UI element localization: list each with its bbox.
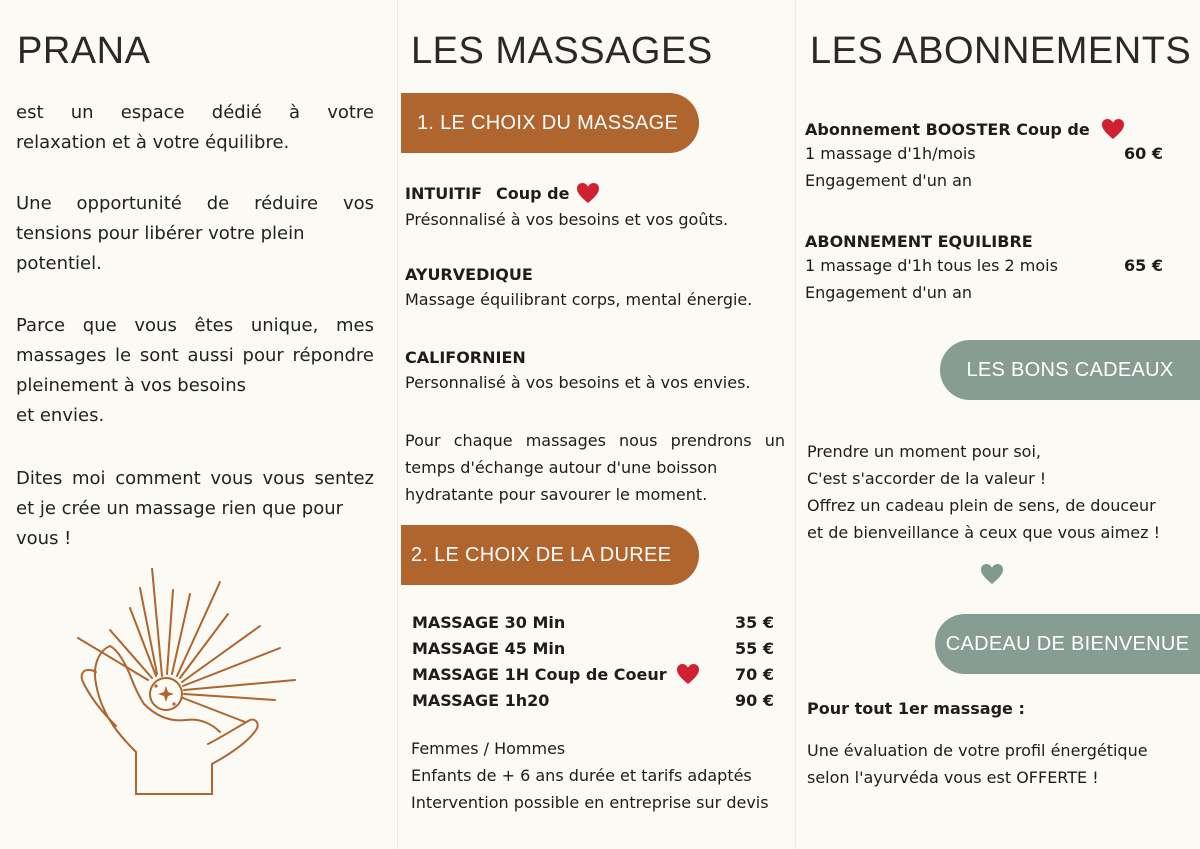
massage-title: AYURVEDIQUE — [405, 265, 533, 284]
intro-paragraph-4 — [16, 464, 374, 554]
duration-row — [412, 609, 774, 635]
duration-row — [412, 661, 774, 687]
footer-line: Enfants de + 6 ans durée et tarifs adaptés — [411, 766, 752, 785]
massage-item-intuitif — [405, 182, 785, 229]
subscription-title: ABONNEMENT EQUILIBRE — [805, 231, 1033, 251]
subscription-price: 60 € — [1124, 144, 1163, 163]
heart-icon — [1100, 118, 1126, 140]
footer-line: Intervention possible en entreprise sur devis — [411, 793, 769, 812]
subscription-detail: 1 massage d'1h tous les 2 mois — [805, 256, 1058, 275]
duration-price: 35 € — [735, 612, 774, 632]
fold-line-right — [795, 0, 796, 849]
gift-line: Offrez un cadeau plein de sens, de douceur — [807, 496, 1156, 515]
intro-paragraph-3-body: Parce que vous êtes unique, mes massages le sont aussi pour répondre pleinement à vos besoins — [16, 315, 374, 396]
heart-icon — [979, 563, 1005, 585]
intro-paragraph-1 — [16, 98, 374, 158]
duration-label-wrap — [412, 663, 701, 685]
subscription-engagement: Engagement d'un an — [805, 283, 973, 302]
heart-icon — [575, 182, 601, 204]
massage-item-californien — [405, 348, 785, 392]
intro-paragraph-2 — [16, 189, 374, 279]
subscription-detail-row — [805, 252, 1163, 279]
duration-label: MASSAGE 1H Coup de Coeur — [412, 664, 667, 684]
section-welcome-gift — [935, 614, 1200, 674]
welcome-offer-line: Une évaluation de votre profil énergétique — [807, 741, 1148, 760]
hand-sun-icon — [70, 568, 310, 804]
subscription-detail: 1 massage d'1h/mois — [805, 144, 976, 163]
massage-title: CALIFORNIEN — [405, 348, 526, 367]
middle-heading: LES MASSAGES — [411, 30, 713, 72]
gift-line: Prendre un moment pour soi, — [807, 442, 1041, 461]
duration-price: 55 € — [735, 638, 774, 658]
fold-line-left — [397, 0, 398, 849]
section-choice-massage — [401, 93, 699, 153]
massage-note-last: hydratante pour savourer le moment. — [405, 485, 708, 504]
gift-line: et de bienveillance à ceux que vous aimez ! — [807, 523, 1161, 542]
welcome-offer-title: Pour tout 1er massage : — [807, 698, 1025, 718]
section-choice-duration — [401, 525, 699, 585]
duration-price-list — [412, 609, 774, 713]
intro-paragraph-3-last: et envies. — [16, 405, 105, 426]
section-welcome-gift-label: CADEAU DE BIENVENUE — [945, 632, 1190, 655]
duration-row — [412, 635, 774, 661]
gift-text — [807, 438, 1192, 546]
section-choice-massage-label: 1. LE CHOIX DU MASSAGE — [417, 111, 679, 134]
middle-footer — [411, 735, 791, 816]
intro-paragraph-4-body: Dites moi comment vous vous sentez et je crée un massage rien que pour — [16, 468, 374, 519]
massage-note — [405, 427, 785, 508]
right-heading: LES ABONNEMENTS — [810, 30, 1192, 72]
subscription-title-text: Abonnement BOOSTER Coup de — [805, 119, 1090, 139]
subscription-price: 65 € — [1124, 256, 1163, 275]
subscription-booster — [805, 118, 1163, 194]
intro-paragraph-2-body: Une opportunité de réduire vos tensions pour libérer votre plein — [16, 193, 374, 244]
section-choice-duration-label: 2. LE CHOIX DE LA DUREE — [411, 543, 672, 566]
welcome-offer — [807, 697, 1192, 791]
footer-line: Femmes / Hommes — [411, 739, 566, 758]
intro-paragraph-1-last: relaxation et à votre équilibre. — [16, 132, 290, 153]
massage-title-text: INTUITIF — [405, 183, 482, 203]
intro-paragraph-1-body: est un espace dédié à votre — [16, 102, 374, 123]
left-heading: PRANA — [17, 30, 151, 72]
spacer — [807, 719, 1192, 737]
duration-label: MASSAGE 1h20 — [412, 690, 550, 710]
massage-desc: Massage équilibrant corps, mental énergie. — [405, 290, 753, 309]
massage-title-suffix: Coup de — [496, 183, 570, 203]
welcome-offer-line: selon l'ayurvéda vous est OFFERTE ! — [807, 768, 1099, 787]
massage-item-ayurvedique — [405, 265, 785, 309]
subscription-detail-row — [805, 140, 1163, 167]
intro-paragraph-3 — [16, 311, 374, 431]
subscription-equilibre — [805, 230, 1163, 306]
duration-price: 90 € — [735, 690, 774, 710]
massage-desc: Présonnalisé à vos besoins et vos goûts. — [405, 210, 729, 229]
intro-paragraph-2-last: potentiel. — [16, 253, 102, 274]
heart-icon — [675, 663, 701, 685]
duration-label: MASSAGE 30 Min — [412, 612, 566, 632]
section-gift-vouchers — [940, 340, 1200, 400]
massage-desc: Personnalisé à vos besoins et à vos envies. — [405, 373, 751, 392]
gift-line: C'est s'accorder de la valeur ! — [807, 469, 1047, 488]
subscription-title — [805, 118, 1163, 140]
duration-label: MASSAGE 45 Min — [412, 638, 566, 658]
duration-price: 70 € — [735, 664, 774, 684]
massage-title — [405, 182, 785, 204]
massage-note-body: Pour chaque massages nous prendrons un temps d'échange autour d'une boisson — [405, 431, 785, 477]
intro-paragraph-4-last: vous ! — [16, 528, 72, 549]
subscription-engagement: Engagement d'un an — [805, 171, 973, 190]
section-gift-vouchers-label: LES BONS CADEAUX — [966, 358, 1174, 381]
duration-row — [412, 687, 774, 713]
